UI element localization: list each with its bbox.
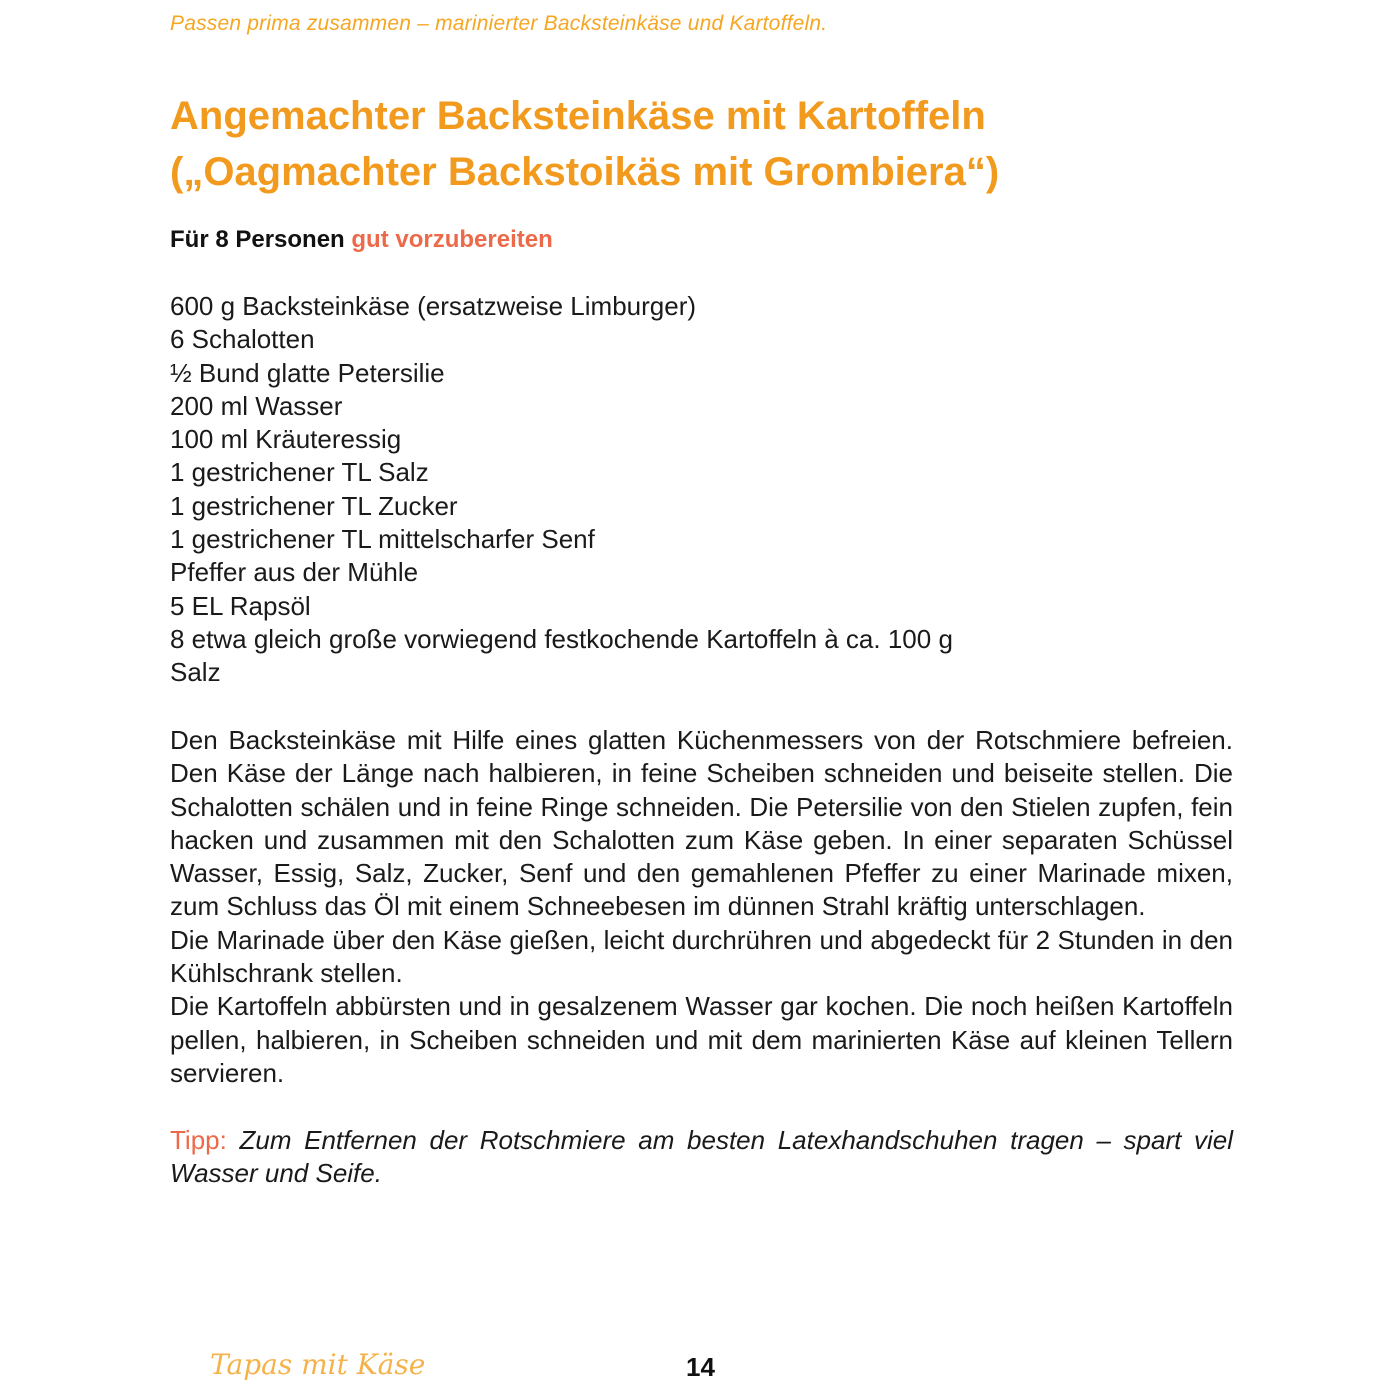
ingredient-item: 1 gestrichener TL Zucker (170, 490, 458, 521)
instruction-paragraph: Die Marinade über den Käse gießen, leicht durchrühren und abgedeckt für 2 Stunden in den Kühlschrank stellen. (170, 924, 1233, 989)
prep-note: gut vorzubereiten (351, 226, 553, 253)
recipe-title (170, 88, 1250, 200)
instructions (170, 724, 1233, 1090)
ingredient-list (170, 290, 953, 690)
ingredient-item: 1 gestrichener TL mittelscharfer Senf (170, 524, 595, 555)
instruction-paragraph: Die Kartoffeln abbürsten und in gesalzenem Wasser gar kochen. Die noch heißen Kartoffeln pellen, halbieren, in Scheiben schneiden und mit dem marinierten Käse auf kleinen Tellern servieren. (170, 991, 1233, 1088)
ingredient-item: Salz (170, 657, 221, 688)
instruction-paragraph: Den Backsteinkäse mit Hilfe eines glatten Küchenmessers von der Rotschmiere befreien. Den Käse der Länge nach halbieren, in feine Scheiben schneiden und beiseite stellen. Die Schalotten schälen und in feine Ringe schneiden. Die Petersilie von den Stielen zupfen, fein hacken und zusammen mit den Schalotten zum Käse geben. In einer separaten Schüssel Wasser, Essig, Salz, Zucker, Senf und den gemahlenen Pfeffer zu einer Marinade mixen, zum Schluss das Öl mit einem Schneebesen im dünnen Strahl kräftig unterschlagen. (170, 725, 1233, 922)
ingredient-item: 200 ml Wasser (170, 390, 343, 421)
recipe-title-line-1: Angemachter Backsteinkäse mit Kartoffeln (170, 94, 986, 138)
tip-label: Tipp: (170, 1125, 227, 1155)
ingredient-item: 100 ml Kräuteressig (170, 424, 402, 455)
ingredient-item: 6 Schalotten (170, 324, 315, 355)
footer-book-title: Tapas mit Käse (210, 1348, 426, 1381)
ingredient-item: Pfeffer aus der Mühle (170, 557, 419, 588)
photo-caption: Passen prima zusammen – marinierter Backsteinkäse und Kartoffeln. (170, 12, 828, 35)
ingredient-item: ½ Bund glatte Petersilie (170, 357, 445, 388)
ingredient-item: 600 g Backsteinkäse (ersatzweise Limburger) (170, 291, 697, 321)
page-number: 14 (686, 1352, 715, 1382)
tip-text: Zum Entfernen der Rotschmiere am besten Latexhandschuhen tragen – spart viel Wasser und Seife. (170, 1125, 1233, 1189)
ingredient-item: 5 EL Rapsöl (170, 590, 311, 621)
recipe-title-line-2: („Oagmachter Backstoikäs mit Grombiera“) (170, 150, 1000, 194)
servings-label: Für 8 Personen (170, 226, 345, 253)
ingredient-item: 8 etwa gleich große vorwiegend festkochende Kartoffeln à ca. 100 g (170, 623, 953, 654)
servings-line (170, 226, 553, 254)
tip-box (170, 1124, 1233, 1191)
ingredient-item: 1 gestrichener TL Salz (170, 457, 429, 488)
